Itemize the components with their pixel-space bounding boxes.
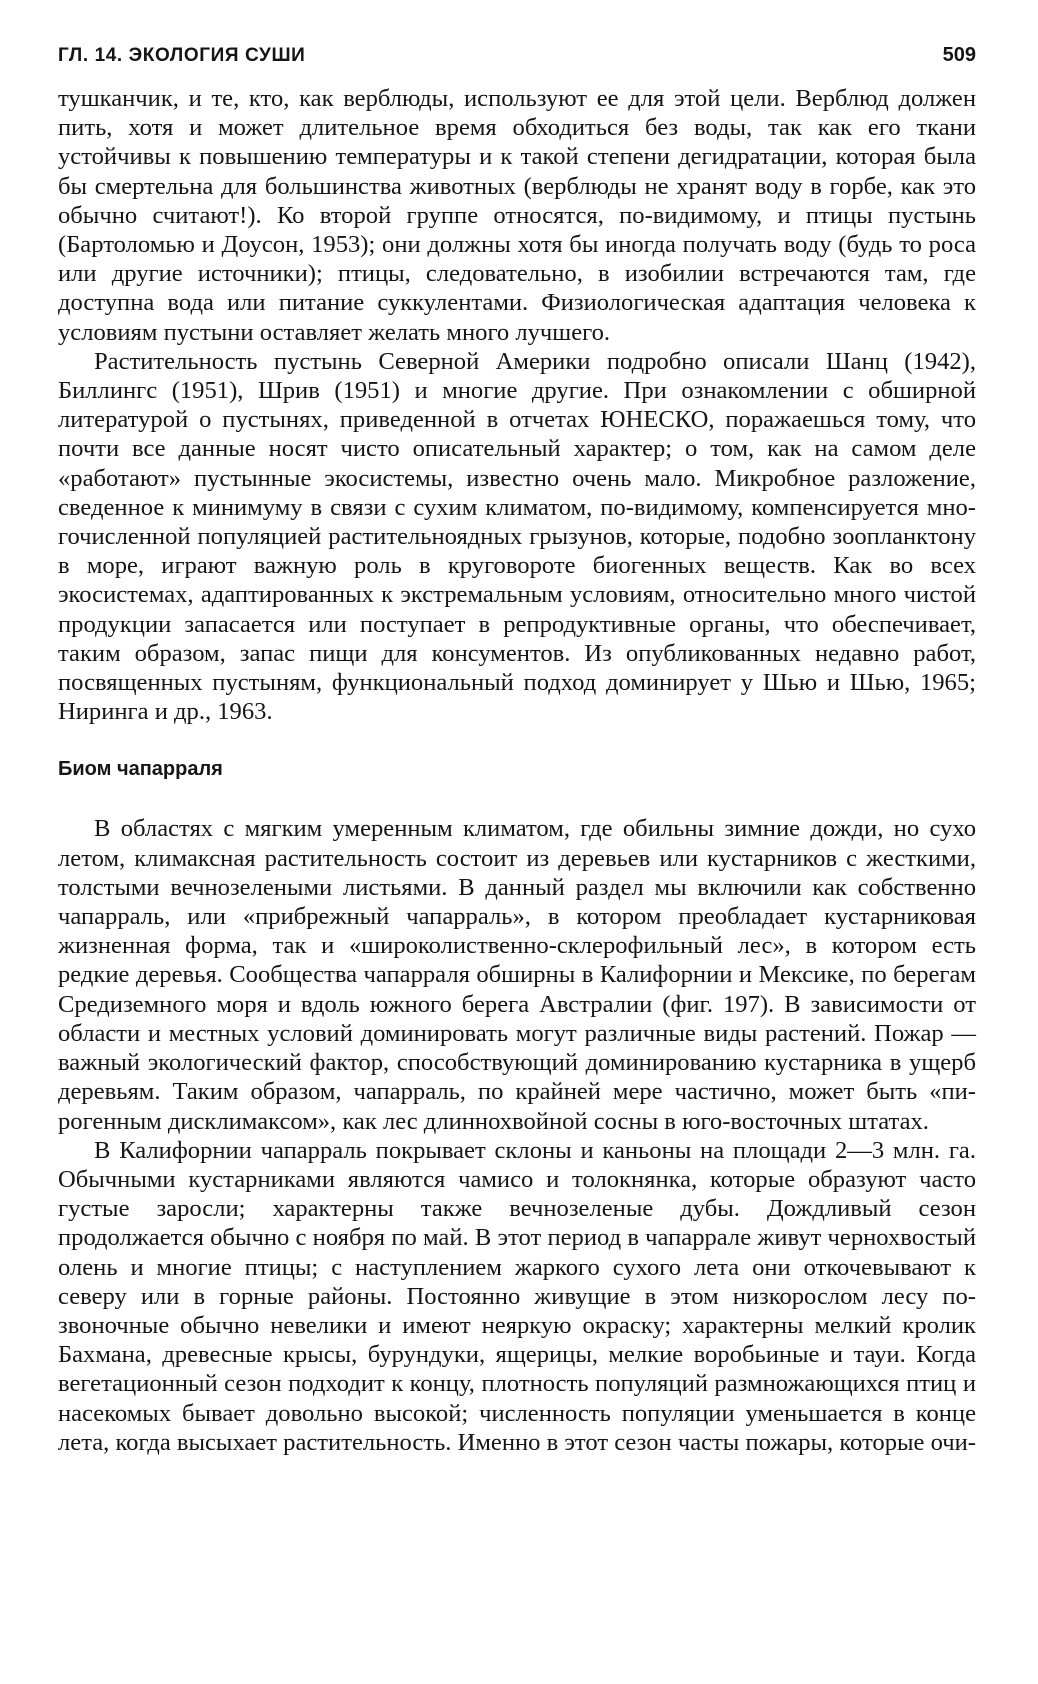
paragraph-camels-birds: тушканчик, и те, кто, как верблюды, используют ее для этой цели. Верблюд должен пить, хотя и может длительное время обходиться без воды, так как его ткани устойчивы к повышению температуры и к такой степени дегидратации, которая была бы смертельна для большинства животных (верблюды не хранят воду в горбе, как это обычно считают!). Ко второй группе относятся, по-видимому, и птицы пустынь (Бартоломью и Доусон, 1953); они должны хотя бы иногда получать воду (будь то роса или другие источники); птицы, следовательно, в изобилии встречаются там, где доступна вода или питание суккулентами. Физиологическая адаптация человека к условиям пустыни оставляет желать много лучшего. — [58, 85, 976, 346]
running-header — [58, 44, 976, 84]
book-page — [58, 44, 976, 1457]
paragraph-california-chaparral: В Калифорнии чапарраль покрывает склоны и каньоны на площади 2—3 млн. га. Обычными кустарниками являются чамисо и толокнянка, которые образуют часто густые заросли; характерны также вечнозеленые дубы. Дождливый сезон продолжается обычно с ноября по май. В этот период в чапаррале живут чернохвостый олень и многие птицы; с наступлением жаркого сухого лета они откочевывают к северу или в горные районы. Постоянно живущие в этом низкорослом лесу позвоночные обычно невелики и имеют неяркую окраску; характерны мелкий кролик Бахмана, древесные крысы, бурундуки, ящерицы, мелкие воробьиные и тауи. Когда вегетационный сезон подходит к концу, плотность популяций размножающихся птиц и насекомых бывает довольно высокой; численность популяции уменьшается в конце лета, когда высыхает растительность. Именно в этот сезон часты пожары, которые очи- — [58, 1136, 976, 1456]
chapter-title: ГЛ. 14. ЭКОЛОГИЯ СУШИ — [58, 45, 306, 66]
page-number: 509 — [942, 44, 976, 66]
paragraph-desert-vegetation: Растительность пустынь Северной Америки подробно описали Шанц (1942), Биллингс (1951), Шрив (1951) и многие другие. При ознакомлении с обширной литературой о пустынях, приведенной в отчетах ЮНЕСКО, поражаешься тому, что почти все данные носят чисто описательный характер; о том, как на самом деле «работают» пустынные экосистемы, известно очень мало. Микробное разложение, сведенное к минимуму в связи с сухим климатом, по-видимому, компенсируется многочисленной популяцией растительноядных грызунов, которые, подобно зоопланктону в море, играют важную роль в круговороте биогенных веществ. Как во всех экосистемах, адаптированных к экстремальным условиям, относительно много чистой продукции запасается или поступает в репродуктивные органы, что обеспечивает, таким образом, запас пищи для консументов. Из опубликованных недавно работ, посвященных пустыням, функциональный подход доминирует у Шью и Шью, 1965; Ниринга и др., 1963. — [58, 347, 976, 726]
paragraph-chaparral-climate: В областях с мягким умеренным климатом, где обильны зимние дожди, но сухо летом, климаксная растительность состоит из деревьев или кустарников с жесткими, толстыми вечнозелеными листьями. В данный раздел мы включили как собственно чапарраль, или «прибрежный чапарраль», в котором преобладает кустарниковая жизненная форма, так и «широколиственно-склерофильный лес», в котором есть редкие деревья. Сообщества чапарраля обширны в Калифорнии и Мексике, по берегам Средиземного моря и вдоль южного берега Австралии (фиг. 197). В зависимости от области и местных условий доминировать могут различные виды растений. Пожар — важный экологический фактор, способствующий доминированию кустарника в ущерб деревьям. Таким образом, чапарраль, по крайней мере частично, может быть «пирогенным дисклимаксом», как лес длиннохвойной сосны в юго-восточных штатах. — [58, 815, 976, 1135]
section-heading-chaparral: Биом чапарраля — [58, 758, 223, 781]
